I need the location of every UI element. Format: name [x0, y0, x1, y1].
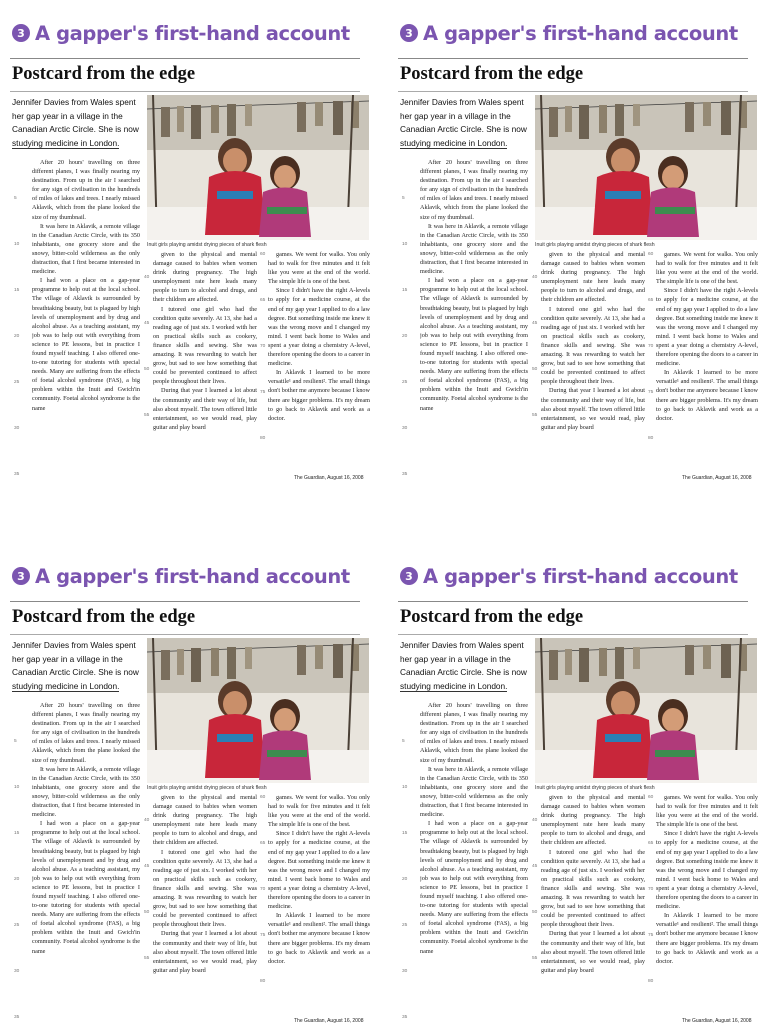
section-number-badge: 3 — [400, 24, 418, 42]
section-number-badge: 3 — [12, 567, 30, 585]
line-number: 65 — [260, 298, 266, 303]
worksheet-page-1 — [10, 0, 370, 490]
article-paragraph: After 20 hours' travelling on three different planes, I was finally nearing my destination. From up in the air I searched for any sign of civilisation in the hundreds of miles of lakes and trees. I nearly missed Aklavik, which from the plane looked the size of my thumbnail. — [32, 159, 140, 221]
article-column-3 — [656, 250, 758, 486]
line-number: 20 — [402, 877, 408, 882]
worksheet-page-2 — [398, 0, 758, 490]
section-header — [12, 22, 350, 44]
line-number: 40 — [144, 275, 150, 280]
article-title: Postcard from the edge — [12, 64, 196, 84]
article-paragraph: In Aklavik I learned to be more versatile¹ and resilient². The small things don't bother me anymore because I know there are bigger problems. It's my dream to go back to Aklavik and work as a doctor. — [656, 369, 758, 422]
article-source: The Guardian, August 16, 2008 — [682, 475, 752, 481]
line-number: 40 — [144, 818, 150, 823]
line-number: 45 — [144, 321, 150, 326]
line-number: 30 — [14, 426, 20, 431]
line-number: 55 — [144, 956, 150, 961]
article-column-2 — [541, 793, 645, 1024]
line-number: 35 — [402, 472, 408, 477]
article-paragraph: given to the physical and mental damage caused to babies when women drink during pregnancy. The high unemployment rate here leads many people to turn to alcohol and drugs, and their children are affected. — [153, 794, 257, 847]
article-intro — [12, 639, 140, 693]
line-number: 75 — [648, 390, 654, 395]
line-number: 5 — [14, 196, 17, 201]
section-title: A gapper's first-hand account — [423, 21, 738, 45]
title-divider — [10, 91, 360, 92]
section-header — [400, 565, 738, 587]
section-number-badge: 3 — [12, 24, 30, 42]
article-paragraph: During that year I learned a lot about the community and their way of life, but also about myself. The town offered little entertainment, so we would read, play guitar and play board — [541, 930, 645, 974]
line-number: 25 — [14, 923, 20, 928]
article-paragraph: I tutored one girl who had the condition quite severely. At 13, she had a reading age of just six. I worked with her on practical skills such as cookery, finance skills and sewing. She was amazing. It was rewarding to watch her grow, but sad to see how something that could be prevented continued to affect people throughout their lives. — [153, 305, 257, 386]
article-paragraph: Since I didn't have the right A-levels to apply for a medicine course, at the end of my gap year I applied to do a law degree. But something inside me knew it was the wrong move and I changed my mind. I went back home to Wales and spent a year doing a chemistry A-level, therefore opening the doors to a career in medicine. — [656, 287, 758, 368]
article-photo — [147, 95, 369, 240]
line-number: 10 — [14, 785, 20, 790]
line-number: 35 — [402, 1015, 408, 1020]
line-number: 30 — [402, 969, 408, 974]
article-paragraph: I had won a place on a gap-year programme to help out at the local school. The village of Aklavik is surrounded by breathtaking beauty, but is plagued by high levels of unemployment and by drug and alcohol abuse. As a teaching assistant, my job was to help out with everything from science to PE lessons, but in practice I found myself teaching. I also offered one-to-one tutoring for students with special needs. Many are suffering from the effects of foetal alcohol syndrome (FAS), a big problem within the Inuit and Gwich'in community. Foetal alcohol syndrome is the name — [32, 820, 140, 955]
article-column-2 — [153, 793, 257, 1024]
line-number: 15 — [14, 288, 20, 293]
line-number: 65 — [260, 841, 266, 846]
article-paragraph: After 20 hours' travelling on three different planes, I was finally nearing my destination. From up in the air I searched for any sign of civilisation in the hundreds of miles of lakes and trees. I nearly missed Aklavik, which from the plane looked the size of my thumbnail. — [32, 702, 140, 764]
line-number: 45 — [144, 864, 150, 869]
title-divider — [398, 634, 748, 635]
article-paragraph: I tutored one girl who had the condition quite severely. At 13, she had a reading age of just six. I worked with her on practical skills such as cookery, finance skills and sewing. She was amazing. It was rewarding to watch her grow, but sad to see how something that could be prevented continued to affect people throughout their lives. — [541, 305, 645, 386]
article-paragraph: In Aklavik I learned to be more versatile¹ and resilient². The small things don't bother me anymore because I know there are bigger problems. It's my dream to go back to Aklavik and work as a doctor. — [656, 912, 758, 965]
intro-text: Jennifer Davies from Wales spent her gap year in a village in the Canadian Arctic Circle. She is now — [400, 97, 527, 135]
section-header — [12, 565, 350, 587]
article-intro — [12, 96, 140, 150]
article-paragraph: Since I didn't have the right A-levels to apply for a medicine course, at the end of my gap year I applied to do a law degree. But something inside me knew it was the wrong move and I changed my mind. I went back home to Wales and spent a year doing a chemistry A-level, therefore opening the doors to a career in medicine. — [656, 830, 758, 911]
line-number: 25 — [402, 380, 408, 385]
line-number: 35 — [14, 1015, 20, 1020]
article-paragraph: I tutored one girl who had the condition quite severely. At 13, she had a reading age of just six. I worked with her on practical skills such as cookery, finance skills and sewing. She was amazing. It was rewarding to watch her grow, but sad to see how something that could be prevented continued to affect people throughout their lives. — [541, 848, 645, 929]
article-source: The Guardian, August 16, 2008 — [294, 475, 364, 481]
line-number: 50 — [532, 367, 538, 372]
line-number: 5 — [14, 739, 17, 744]
line-number: 45 — [532, 864, 538, 869]
article-column-3 — [656, 793, 758, 1024]
article-paragraph: given to the physical and mental damage caused to babies when women drink during pregnancy. The high unemployment rate here leads many people to turn to alcohol and drugs, and their children are affected. — [153, 251, 257, 304]
line-number: 60 — [260, 795, 266, 800]
photo-caption: Inuit girls playing amidst drying pieces of shark flesh — [147, 785, 267, 791]
line-number: 60 — [648, 795, 654, 800]
article-paragraph: games. We went for walks. You only had to walk for five minutes and it felt like you were at the end of the world. The simple life is one of the best. — [656, 251, 758, 286]
article-title: Postcard from the edge — [12, 607, 196, 627]
section-title: A gapper's first-hand account — [423, 564, 738, 588]
article-source: The Guardian, August 16, 2008 — [294, 1018, 364, 1024]
line-number: 75 — [260, 390, 266, 395]
section-number-badge: 3 — [400, 567, 418, 585]
line-number: 30 — [402, 426, 408, 431]
article-paragraph: In Aklavik I learned to be more versatile¹ and resilient². The small things don't bother me anymore because I know there are bigger problems. It's my dream to go back to Aklavik and work as a doctor. — [268, 912, 370, 965]
intro-text-end: studying medicine in London. — [400, 680, 508, 691]
article-title: Postcard from the edge — [400, 64, 584, 84]
intro-text-end: studying medicine in London. — [400, 137, 508, 148]
line-number: 15 — [402, 831, 408, 836]
article-photo — [535, 638, 757, 783]
article-intro — [400, 639, 528, 693]
article-photo — [535, 95, 757, 240]
article-paragraph: During that year I learned a lot about the community and their way of life, but also about myself. The town offered little entertainment, so we would read, play guitar and play board — [153, 930, 257, 974]
article-source: The Guardian, August 16, 2008 — [682, 1018, 752, 1024]
article-paragraph: Since I didn't have the right A-levels to apply for a medicine course, at the end of my gap year I applied to do a law degree. But something inside me knew it was the wrong move and I changed my mind. I went back home to Wales and spent a year doing a chemistry A-level, therefore opening the doors to a career in medicine. — [268, 287, 370, 368]
header-divider — [10, 601, 360, 602]
article-column-2 — [153, 250, 257, 486]
line-number: 40 — [532, 275, 538, 280]
intro-text-end: studying medicine in London. — [12, 680, 120, 691]
article-column-1 — [420, 701, 528, 1024]
article-column-1 — [32, 701, 140, 1024]
line-number: 10 — [402, 785, 408, 790]
line-number: 15 — [402, 288, 408, 293]
line-number: 10 — [14, 242, 20, 247]
line-number: 80 — [648, 979, 654, 984]
line-number: 75 — [260, 933, 266, 938]
section-title: A gapper's first-hand account — [35, 564, 350, 588]
line-number: 20 — [14, 334, 20, 339]
line-number: 35 — [14, 472, 20, 477]
line-number: 65 — [648, 298, 654, 303]
line-number: 25 — [14, 380, 20, 385]
article-column-3 — [268, 793, 370, 1024]
line-number: 20 — [14, 877, 20, 882]
article-paragraph: games. We went for walks. You only had to walk for five minutes and it felt like you were at the end of the world. The simple life is one of the best. — [656, 794, 758, 829]
article-paragraph: given to the physical and mental damage caused to babies when women drink during pregnancy. The high unemployment rate here leads many people to turn to alcohol and drugs, and their children are affected. — [541, 794, 645, 847]
line-number: 60 — [260, 252, 266, 257]
article-paragraph: games. We went for walks. You only had to walk for five minutes and it felt like you were at the end of the world. The simple life is one of the best. — [268, 251, 370, 286]
line-number: 50 — [144, 367, 150, 372]
line-number: 55 — [532, 956, 538, 961]
worksheet-page-3 — [10, 543, 370, 1024]
article-paragraph: After 20 hours' travelling on three different planes, I was finally nearing my destination. From up in the air I searched for any sign of civilisation in the hundreds of miles of lakes and trees. I nearly missed Aklavik, which from the plane looked the size of my thumbnail. — [420, 702, 528, 764]
line-number: 70 — [260, 344, 266, 349]
line-number: 80 — [260, 436, 266, 441]
article-column-1 — [32, 158, 140, 486]
article-paragraph: It was here in Aklavik, a remote village in the Canadian Arctic Circle, with its 350 inhabitants, one grocery store and the snowy, bitter-cold wilderness as the only distraction, that I first became interested in medicine. — [32, 765, 140, 819]
article-column-1 — [420, 158, 528, 486]
article-paragraph: After 20 hours' travelling on three different planes, I was finally nearing my destination. From up in the air I searched for any sign of civilisation in the hundreds of miles of lakes and trees. I nearly missed Aklavik, which from the plane looked the size of my thumbnail. — [420, 159, 528, 221]
title-divider — [398, 91, 748, 92]
line-number: 5 — [402, 196, 405, 201]
section-header — [400, 22, 738, 44]
article-paragraph: I tutored one girl who had the condition quite severely. At 13, she had a reading age of just six. I worked with her on practical skills such as cookery, finance skills and sewing. She was amazing. It was rewarding to watch her grow, but sad to see how something that could be prevented continued to affect people throughout their lives. — [153, 848, 257, 929]
intro-text: Jennifer Davies from Wales spent her gap year in a village in the Canadian Arctic Circle. She is now — [400, 640, 527, 678]
line-number: 80 — [648, 436, 654, 441]
line-number: 50 — [532, 910, 538, 915]
header-divider — [398, 58, 748, 59]
line-number: 70 — [260, 887, 266, 892]
line-number: 20 — [402, 334, 408, 339]
article-paragraph: It was here in Aklavik, a remote village in the Canadian Arctic Circle, with its 350 inhabitants, one grocery store and the snowy, bitter-cold wilderness as the only distraction, that I first became interested in medicine. — [420, 765, 528, 819]
article-paragraph: games. We went for walks. You only had to walk for five minutes and it felt like you were at the end of the world. The simple life is one of the best. — [268, 794, 370, 829]
line-number: 70 — [648, 344, 654, 349]
article-title: Postcard from the edge — [400, 607, 584, 627]
article-paragraph: It was here in Aklavik, a remote village in the Canadian Arctic Circle, with its 350 inhabitants, one grocery store and the snowy, bitter-cold wilderness as the only distraction, that I first became interested in medicine. — [32, 222, 140, 276]
photo-caption: Inuit girls playing amidst drying pieces of shark flesh — [535, 785, 655, 791]
intro-text-end: studying medicine in London. — [12, 137, 120, 148]
article-column-2 — [541, 250, 645, 486]
article-paragraph: During that year I learned a lot about the community and their way of life, but also about myself. The town offered little entertainment, so we would read, play guitar and play board — [153, 387, 257, 431]
article-paragraph: In Aklavik I learned to be more versatile¹ and resilient². The small things don't bother me anymore because I know there are bigger problems. It's my dream to go back to Aklavik and work as a doctor. — [268, 369, 370, 422]
section-title: A gapper's first-hand account — [35, 21, 350, 45]
article-paragraph: Since I didn't have the right A-levels to apply for a medicine course, at the end of my gap year I applied to do a law degree. But something inside me knew it was the wrong move and I changed my mind. I went back home to Wales and spent a year doing a chemistry A-level, therefore opening the doors to a career in medicine. — [268, 830, 370, 911]
worksheet-page-4 — [398, 543, 758, 1024]
line-number: 30 — [14, 969, 20, 974]
article-paragraph: I had won a place on a gap-year programme to help out at the local school. The village of Aklavik is surrounded by breathtaking beauty, but is plagued by high levels of unemployment and by drug and alcohol abuse. As a teaching assistant, my job was to help out with everything from science to PE lessons, but in practice I found myself teaching. I also offered one-to-one tutoring for students with special needs. Many are suffering from the effects of foetal alcohol syndrome (FAS), a big problem within the Inuit and Gwich'in community. Foetal alcohol syndrome is the name — [420, 277, 528, 412]
article-intro — [400, 96, 528, 150]
article-paragraph: I had won a place on a gap-year programme to help out at the local school. The village of Aklavik is surrounded by breathtaking beauty, but is plagued by high levels of unemployment and by drug and alcohol abuse. As a teaching assistant, my job was to help out with everything from science to PE lessons, but in practice I found myself teaching. I also offered one-to-one tutoring for students with special needs. Many are suffering from the effects of foetal alcohol syndrome (FAS), a big problem within the Inuit and Gwich'in community. Foetal alcohol syndrome is the name — [32, 277, 140, 412]
line-number: 25 — [402, 923, 408, 928]
line-number: 65 — [648, 841, 654, 846]
photo-caption: Inuit girls playing amidst drying pieces of shark flesh — [147, 242, 267, 248]
article-photo — [147, 638, 369, 783]
intro-text: Jennifer Davies from Wales spent her gap year in a village in the Canadian Arctic Circle. She is now — [12, 97, 139, 135]
line-number: 75 — [648, 933, 654, 938]
article-paragraph: I had won a place on a gap-year programme to help out at the local school. The village of Aklavik is surrounded by breathtaking beauty, but is plagued by high levels of unemployment and by drug and alcohol abuse. As a teaching assistant, my job was to help out with everything from science to PE lessons, but in practice I found myself teaching. I also offered one-to-one tutoring for students with special needs. Many are suffering from the effects of foetal alcohol syndrome (FAS), a big problem within the Inuit and Gwich'in community. Foetal alcohol syndrome is the name — [420, 820, 528, 955]
title-divider — [10, 634, 360, 635]
line-number: 60 — [648, 252, 654, 257]
line-number: 5 — [402, 739, 405, 744]
intro-text: Jennifer Davies from Wales spent her gap year in a village in the Canadian Arctic Circle. She is now — [12, 640, 139, 678]
header-divider — [398, 601, 748, 602]
line-number: 50 — [144, 910, 150, 915]
article-paragraph: It was here in Aklavik, a remote village in the Canadian Arctic Circle, with its 350 inhabitants, one grocery store and the snowy, bitter-cold wilderness as the only distraction, that I first became interested in medicine. — [420, 222, 528, 276]
header-divider — [10, 58, 360, 59]
line-number: 70 — [648, 887, 654, 892]
line-number: 55 — [144, 413, 150, 418]
line-number: 80 — [260, 979, 266, 984]
photo-caption: Inuit girls playing amidst drying pieces of shark flesh — [535, 242, 655, 248]
line-number: 15 — [14, 831, 20, 836]
article-paragraph: During that year I learned a lot about the community and their way of life, but also about myself. The town offered little entertainment, so we would read, play guitar and play board — [541, 387, 645, 431]
line-number: 40 — [532, 818, 538, 823]
line-number: 55 — [532, 413, 538, 418]
line-number: 10 — [402, 242, 408, 247]
line-number: 45 — [532, 321, 538, 326]
article-paragraph: given to the physical and mental damage caused to babies when women drink during pregnancy. The high unemployment rate here leads many people to turn to alcohol and drugs, and their children are affected. — [541, 251, 645, 304]
article-column-3 — [268, 250, 370, 486]
